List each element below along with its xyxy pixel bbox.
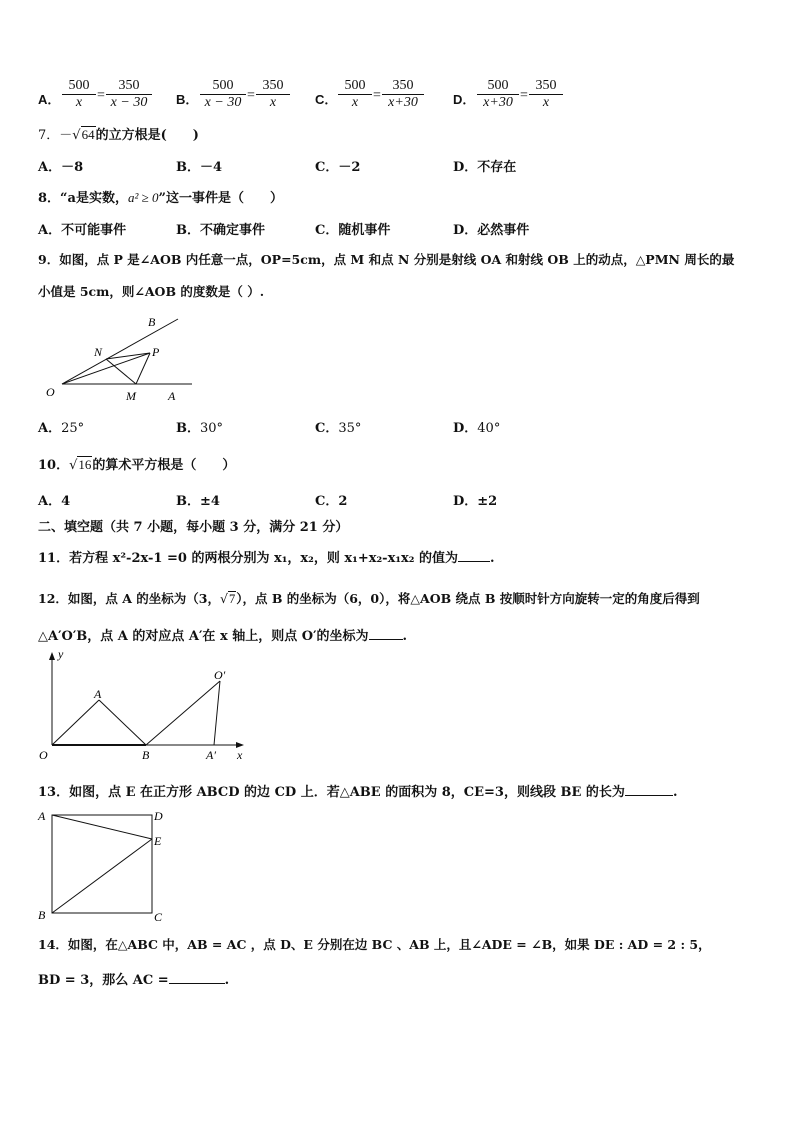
q12-radicand: 7 [228, 592, 236, 606]
label-p: P [152, 345, 160, 359]
segment-ae [52, 815, 152, 839]
q6-a-left-fraction: $\frac{500}{x}$ [62, 78, 96, 111]
q7-radicand: 64 [81, 127, 95, 142]
q10-stem: 10．√16的算术平方根是（ ） [38, 457, 236, 473]
q6-option-a-label: A． [38, 92, 61, 107]
q9-stem-line1: 9．如图，点 P 是∠AOB 内任意一点，OP=5cm，点 M 和点 N 分别是射线 OA 和射线 OB 上的动点，△PMN 周长的最 [38, 252, 735, 267]
q8-option-b: B．不确定事件 [176, 223, 266, 238]
q9-figure [40, 312, 200, 407]
label-x: x [237, 748, 243, 762]
q10-radicand: 16 [78, 457, 92, 472]
q6-a-equals: = [97, 88, 105, 103]
q9-option-c: C．35° [315, 421, 362, 436]
q12-figure [34, 644, 254, 766]
section-heading-fill-blank: 二、填空题（共 7 小题，每小题 3 分，满分 21 分） [38, 520, 349, 535]
q6-c-left-fraction: $\frac{500}{x}$ [338, 78, 372, 111]
segment-o-prime-a-prime [214, 681, 220, 745]
label-e: E [154, 834, 162, 848]
q13-figure [34, 805, 174, 925]
label-b: B [38, 908, 46, 922]
q8-option-d: D．必然事件 [453, 223, 530, 238]
q7-option-b: B．－4 [176, 160, 223, 175]
q6-d-equals: = [520, 88, 528, 103]
q6-b-equals: = [247, 88, 255, 103]
q10-option-d: D．±2 [453, 494, 498, 509]
q6-c-equals: = [373, 88, 381, 103]
q9-stem-line2: 小值是 5cm，则∠AOB 的度数是（ ）. [38, 284, 265, 299]
q7-option-c: C．－2 [315, 160, 361, 175]
q10-option-b: B．±4 [176, 494, 220, 509]
q7-option-a: A．－8 [38, 160, 84, 175]
label-m: M [126, 389, 136, 403]
q6-c-right-fraction: $\frac{350}{x+30}$ [382, 78, 424, 111]
q13-stem: 13．如图，点 E 在正方形 ABCD 的边 CD 上．若△ABE 的面积为 8，CE=3，则线段 BE 的长为 . [38, 785, 678, 800]
q6-option-d-label: D． [453, 92, 476, 107]
q6-b-right-fraction: $\frac{350}{x}$ [256, 78, 290, 111]
label-y: y [58, 647, 64, 661]
ray-ob [62, 319, 178, 384]
q14-answer-blank[interactable] [169, 983, 225, 984]
q6-a-right-fraction: $\frac{350}{x - 30}$ [106, 78, 152, 111]
segment-ab [99, 700, 146, 745]
q14-stem-line2: BD = 3，那么 AC = . [38, 973, 230, 988]
q9-option-d: D．40° [453, 421, 501, 436]
q12-answer-blank[interactable] [369, 639, 403, 640]
sqrt-sign-icon: √ [69, 458, 78, 473]
label-o: O [39, 748, 48, 762]
label-b: B [142, 748, 150, 762]
q6-b-left-fraction: $\frac{500}{x - 30}$ [200, 78, 246, 111]
q8-math: a² ≥ 0 [127, 190, 159, 205]
q8-option-a: A．不可能事件 [38, 223, 127, 238]
label-a-prime: A′ [206, 748, 216, 762]
q12-stem-line1: 12．如图，点 A 的坐标为（3，√7），点 B 的坐标为（6，0），将△AOB 绕点 B 按顺时针方向旋转一定的角度后得到 [38, 591, 700, 606]
label-n: N [94, 345, 103, 359]
sqrt-sign-icon: √ [72, 128, 81, 143]
segment-op [62, 353, 150, 384]
q6-d-left-fraction: $\frac{500}{x+30}$ [477, 78, 519, 111]
q8-option-c: C．随机事件 [315, 223, 391, 238]
segment-bo-prime [146, 681, 220, 745]
q10-option-c: C．2 [315, 494, 348, 509]
label-o: O [46, 385, 55, 399]
q9-option-b: B．30° [176, 421, 224, 436]
q8-stem: 8．“a是实数，a² ≥ 0”这一事件是（ ） [38, 190, 283, 206]
label-a: A [168, 389, 176, 403]
square-abcd [52, 815, 152, 913]
q11-answer-blank[interactable] [458, 561, 490, 562]
label-b: B [148, 315, 156, 329]
q13-answer-blank[interactable] [625, 795, 673, 796]
q6-option-b-label: B． [176, 92, 199, 107]
q7-option-d: D．不存在 [453, 160, 517, 175]
q10-option-a: A．4 [38, 494, 71, 509]
q11-stem: 11．若方程 x²-2x-1 =0 的两根分别为 x₁，x₂，则 x₁+x₂-x₁x₂ 的值为 . [38, 551, 495, 566]
label-a: A [38, 809, 46, 823]
label-c: C [154, 910, 163, 924]
q14-stem-line1: 14．如图，在△ABC 中，AB = AC ，点 D、E 分别在边 BC 、AB 上，且∠ADE = ∠B，如果 DE : AD = 2 : 5， [38, 937, 711, 952]
y-axis-arrow-icon [49, 652, 55, 660]
sqrt-sign-icon: √ [220, 591, 228, 606]
label-a: A [94, 687, 102, 701]
segment-oa [52, 700, 99, 745]
q6-d-right-fraction: $\frac{350}{x}$ [529, 78, 563, 111]
q12-stem-line2: △A′O′B，点 A 的对应点 A′在 x 轴上，则点 O′的坐标为 . [38, 629, 408, 644]
label-o-prime: O′ [214, 668, 226, 682]
segment-be [52, 839, 152, 913]
q7-stem: 7．－√64的立方根是( ) [38, 127, 199, 143]
q6-option-c-label: C． [315, 92, 338, 107]
q9-option-a: A．25° [38, 421, 85, 436]
label-d: D [154, 809, 163, 823]
